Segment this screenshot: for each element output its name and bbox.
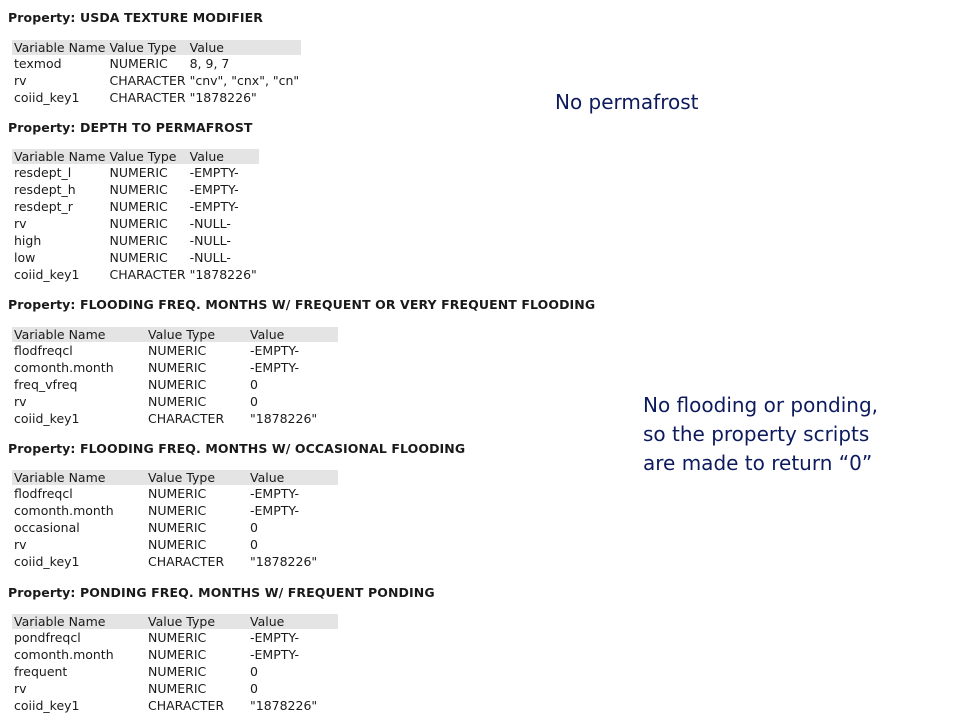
- value-cell: "1878226": [189, 267, 257, 282]
- value-type-cell: NUMERIC: [109, 182, 168, 197]
- value-type-cell: NUMERIC: [148, 647, 207, 662]
- value-cell: 8, 9, 7: [189, 56, 230, 71]
- value-type-cell: CHARACTER: [109, 73, 186, 88]
- value-cell: 0: [250, 377, 258, 392]
- variable-name-header: Variable Name: [12, 327, 146, 342]
- variable-name-cell: comonth.month: [14, 503, 114, 518]
- variable-name-cell: flodfreqcl: [14, 343, 73, 358]
- value-cell: -EMPTY-: [250, 630, 300, 645]
- value-type-header: Value Type: [107, 149, 187, 164]
- table-row: [12, 376, 338, 393]
- property-table: [12, 149, 259, 283]
- table-row: [12, 393, 338, 410]
- table-row: [12, 72, 301, 89]
- variable-name-cell: frequent: [14, 664, 68, 679]
- property-section: [8, 120, 257, 282]
- value-cell: "1878226": [250, 411, 318, 426]
- note-flooding: No flooding or ponding, so the property scripts are made to return “0”: [643, 393, 879, 475]
- value-cell: -NULL-: [189, 250, 231, 265]
- variable-name-cell: rv: [14, 537, 27, 552]
- value-cell: -NULL-: [189, 216, 231, 231]
- value-type-cell: CHARACTER: [109, 267, 186, 282]
- value-type-cell: CHARACTER: [148, 411, 225, 426]
- table-row: [12, 485, 338, 502]
- value-cell: -EMPTY-: [250, 343, 300, 358]
- property-title: Property: FLOODING FREQ. MONTHS W/ OCCASIONAL FLOODING: [8, 441, 466, 456]
- property-section: [8, 441, 466, 569]
- table-row: [12, 181, 259, 198]
- value-type-cell: NUMERIC: [109, 233, 168, 248]
- variable-name-cell: resdept_h: [14, 182, 76, 197]
- value-type-header: Value Type: [146, 327, 248, 342]
- table-row: [12, 249, 259, 266]
- property-section: [8, 10, 300, 105]
- value-type-cell: NUMERIC: [148, 630, 207, 645]
- table-row: [12, 646, 338, 663]
- property-section: [8, 585, 435, 713]
- table-row: [12, 164, 259, 181]
- variable-name-header: Variable Name: [14, 40, 106, 55]
- value-type-header: Value Type: [146, 614, 248, 629]
- value-type-cell: NUMERIC: [109, 165, 168, 180]
- table-row: [12, 502, 338, 519]
- value-type-cell: NUMERIC: [148, 360, 207, 375]
- value-cell: -EMPTY-: [250, 647, 300, 662]
- value-header: Value: [188, 149, 259, 164]
- variable-name-cell: low: [14, 250, 36, 265]
- variable-name-cell: coiid_key1: [14, 411, 80, 426]
- variable-name-cell: comonth.month: [14, 360, 114, 375]
- value-cell: 0: [250, 520, 258, 535]
- variable-name-cell: pondfreqcl: [14, 630, 81, 645]
- table-header-row: [12, 149, 259, 164]
- variable-name-cell: flodfreqcl: [14, 486, 73, 501]
- value-type-cell: NUMERIC: [148, 377, 207, 392]
- variable-name-cell: coiid_key1: [14, 267, 80, 282]
- variable-name-header: Variable Name: [12, 470, 146, 485]
- table-header-row: [12, 40, 301, 55]
- value-cell: "1878226": [250, 698, 318, 713]
- value-cell: "cnv", "cnx", "cn": [189, 73, 300, 88]
- value-type-header: Value Type: [107, 40, 187, 55]
- table-row: [12, 198, 259, 215]
- table-header-row: [12, 327, 338, 342]
- table-row: [12, 680, 338, 697]
- property-title: Property: USDA TEXTURE MODIFIER: [8, 10, 263, 25]
- table-row: [12, 519, 338, 536]
- value-cell: -EMPTY-: [250, 360, 300, 375]
- variable-name-cell: coiid_key1: [14, 90, 80, 105]
- value-type-cell: CHARACTER: [148, 554, 225, 569]
- table-row: [12, 266, 259, 283]
- value-type-cell: NUMERIC: [109, 199, 168, 214]
- property-table: [12, 327, 338, 427]
- variable-name-cell: coiid_key1: [14, 554, 80, 569]
- value-cell: 0: [250, 664, 258, 679]
- value-type-cell: NUMERIC: [148, 681, 207, 696]
- variable-name-cell: comonth.month: [14, 647, 114, 662]
- table-row: [12, 359, 338, 376]
- value-type-header: Value Type: [146, 470, 248, 485]
- value-header: Value: [248, 614, 338, 629]
- table-row: [12, 629, 338, 646]
- variable-name-header: Variable Name: [12, 614, 146, 629]
- property-table: [12, 40, 301, 106]
- property-title: Property: FLOODING FREQ. MONTHS W/ FREQUENT OR VERY FREQUENT FLOODING: [8, 297, 596, 312]
- value-type-cell: NUMERIC: [148, 394, 207, 409]
- variable-name-cell: rv: [14, 394, 27, 409]
- value-type-cell: NUMERIC: [109, 250, 168, 265]
- value-type-cell: NUMERIC: [148, 503, 207, 518]
- property-section: [8, 297, 596, 426]
- value-cell: 0: [250, 681, 258, 696]
- table-row: [12, 89, 301, 106]
- value-cell: 0: [250, 394, 258, 409]
- variable-name-cell: rv: [14, 216, 27, 231]
- variable-name-cell: rv: [14, 681, 27, 696]
- value-header: Value: [188, 40, 302, 55]
- variable-name-cell: texmod: [14, 56, 62, 71]
- property-table: [12, 470, 338, 570]
- value-type-cell: CHARACTER: [109, 90, 186, 105]
- value-cell: -EMPTY-: [189, 182, 239, 197]
- table-row: [12, 55, 301, 72]
- table-header-row: [12, 614, 338, 629]
- property-table: [12, 614, 338, 714]
- variable-name-cell: resdept_l: [14, 165, 72, 180]
- value-cell: -EMPTY-: [189, 199, 239, 214]
- value-type-cell: NUMERIC: [148, 537, 207, 552]
- property-title: Property: DEPTH TO PERMAFROST: [8, 120, 253, 135]
- property-title: Property: PONDING FREQ. MONTHS W/ FREQUENT PONDING: [8, 585, 435, 600]
- table-row: [12, 342, 338, 359]
- table-row: [12, 215, 259, 232]
- value-cell: -EMPTY-: [250, 503, 300, 518]
- value-header: Value: [248, 327, 338, 342]
- value-type-cell: NUMERIC: [109, 56, 168, 71]
- variable-name-cell: high: [14, 233, 42, 248]
- value-cell: -EMPTY-: [189, 165, 239, 180]
- table-row: [12, 697, 338, 714]
- variable-name-cell: coiid_key1: [14, 698, 80, 713]
- value-cell: -EMPTY-: [250, 486, 300, 501]
- table-row: [12, 232, 259, 249]
- variable-name-header: Variable Name: [14, 149, 106, 164]
- value-cell: -NULL-: [189, 233, 231, 248]
- value-cell: "1878226": [189, 90, 257, 105]
- value-type-cell: NUMERIC: [148, 486, 207, 501]
- table-row: [12, 410, 338, 427]
- variable-name-cell: rv: [14, 73, 27, 88]
- variable-name-cell: occasional: [14, 520, 80, 535]
- variable-name-cell: resdept_r: [14, 199, 73, 214]
- value-header: Value: [248, 470, 338, 485]
- value-type-cell: NUMERIC: [148, 520, 207, 535]
- value-type-cell: NUMERIC: [148, 664, 207, 679]
- table-row: [12, 553, 338, 570]
- variable-name-cell: freq_vfreq: [14, 377, 78, 392]
- value-type-cell: NUMERIC: [109, 216, 168, 231]
- table-row: [12, 663, 338, 680]
- table-header-row: [12, 470, 338, 485]
- value-type-cell: NUMERIC: [148, 343, 207, 358]
- value-type-cell: CHARACTER: [148, 698, 225, 713]
- value-cell: "1878226": [250, 554, 318, 569]
- note-permafrost: No permafrost: [555, 90, 699, 114]
- table-row: [12, 536, 338, 553]
- value-cell: 0: [250, 537, 258, 552]
